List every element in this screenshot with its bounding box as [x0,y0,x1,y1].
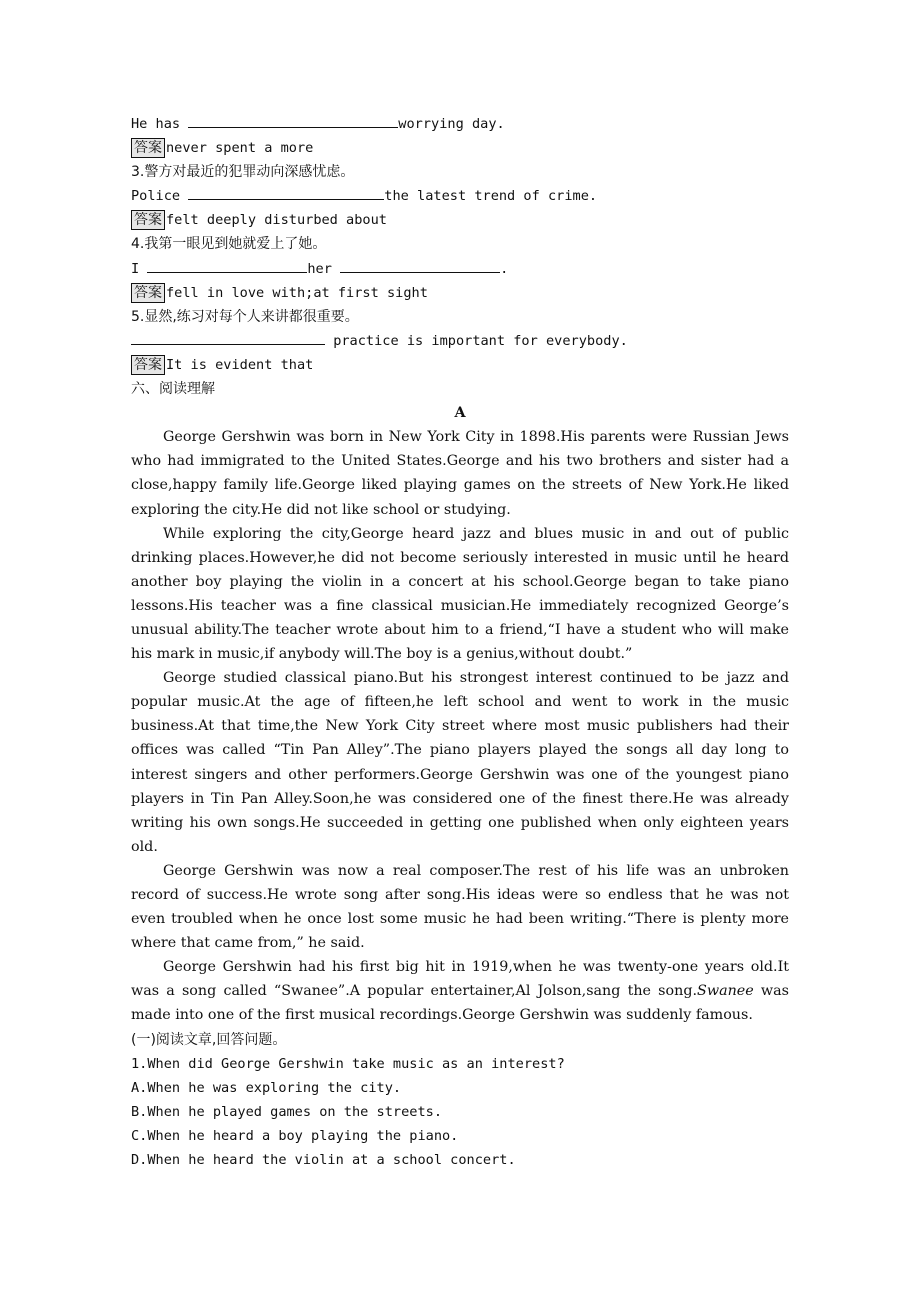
option-b[interactable]: B.When he played games on the streets. [131,1103,442,1120]
answer-badge: 答案 [131,210,165,230]
option-d[interactable]: D.When he heard the violin at a school concert. [131,1152,516,1169]
paragraph-1: George Gershwin was born in New York City in 1898.His parents were Russian Jews who had immigrated to the United States.George and his two brothers and sister had a close,happy family life.George liked playing games on the streets of New York.He liked exploring the city.He did not like school or studying. [131,429,789,518]
q3-answer-text: felt deeply disturbed about [166,212,387,229]
q5-sentence [131,329,789,353]
q5-post: practice is important for everybody. [333,332,628,349]
q3-blank[interactable] [188,184,384,200]
answer-badge: 答案 [131,283,165,303]
answer-badge: 答案 [131,355,165,375]
option-c[interactable]: C.When he heard a boy playing the piano. [131,1127,459,1144]
paragraph-2: While exploring the city,George heard jazz and blues music in and out of public drinking places.However,he did not become seriously interested in music until he heard another boy playing the violin in a concert at his school.George began to take piano lessons.His teacher was a fine classical musician.He immediately recognized George’s unusual ability.The teacher wrote about him to a friend,“I have a student who will make his mark in music,if anybody will.The boy is a genius,without doubt.” [131,525,789,663]
section-title: 六、阅读理解 [131,381,215,398]
q5-prompt: 5.显然,练习对每个人来讲都很重要。 [131,308,359,325]
q4-blank-2[interactable] [340,257,500,273]
q5-answer [131,353,789,377]
q2-blank[interactable] [188,112,398,128]
song-title: Swanee [697,983,754,1000]
q4-post: . [500,260,509,277]
question-1-stem: 1.When did George Gershwin take music as an interest? [131,1055,565,1072]
paragraph-5-b: was made into one of the first musical recordings.George Gershwin was suddenly famous. [131,983,789,1024]
q5-answer-text: It is evident that [166,356,314,373]
q4-mid: her [307,260,332,277]
q3-answer [131,208,789,232]
paragraph-3: George studied classical piano.But his strongest interest continued to be jazz and popular music.At the age of fifteen,he left school and went to work in the music business.At that time,the New York City street where most music publishers had their offices was called “Tin Pan Alley”.The piano players played the songs all day long to interest singers and other performers.George Gershwin was one of the youngest piano players in Tin Pan Alley.Soon,he was considered one of the finest there.He was already writing his own songs.He succeeded in getting one published when only eighteen years old. [131,670,789,855]
q4-blank-1[interactable] [147,257,307,273]
answer-badge: 答案 [131,138,165,158]
q3-pre: Police [131,188,181,205]
q2-pre: He has [131,116,181,132]
paragraph-4: George Gershwin was now a real composer.The rest of his life was an unbroken record of success.He wrote song after song.His ideas were so endless that he was not even troubled when he once lost some music he had been writing.“There is plenty more where that came from,” he said. [131,862,789,952]
paragraph-5 [131,955,789,1027]
q3-prompt: 3.警方对最近的犯罪动向深感忧虑。 [131,164,355,181]
q4-answer [131,281,789,305]
q3-post: the latest trend of crime. [384,188,598,205]
q4-prompt: 4.我第一眼见到她就爱上了她。 [131,236,327,253]
option-a[interactable]: A.When he was exploring the city. [131,1079,402,1096]
subsection-title: (一)阅读文章,回答问题。 [131,1031,287,1048]
q3-sentence [131,184,789,208]
q2-sentence [131,112,789,136]
q5-blank[interactable] [131,329,325,345]
q4-sentence [131,257,789,281]
q2-post: worrying day. [398,116,505,132]
worksheet [131,112,789,1172]
passage-label: A [454,405,466,422]
q4-pre: I [131,260,140,277]
q2-answer [131,136,789,160]
q4-answer-text: fell in love with;at first sight [166,284,428,301]
q2-answer-text: never spent a more [166,140,314,157]
paragraph-5-a: George Gershwin had his first big hit in 1919,when he was twenty-one years old.It was a song called “Swanee”.A popular entertainer,Al Jolson,sang the song. [131,959,789,1000]
